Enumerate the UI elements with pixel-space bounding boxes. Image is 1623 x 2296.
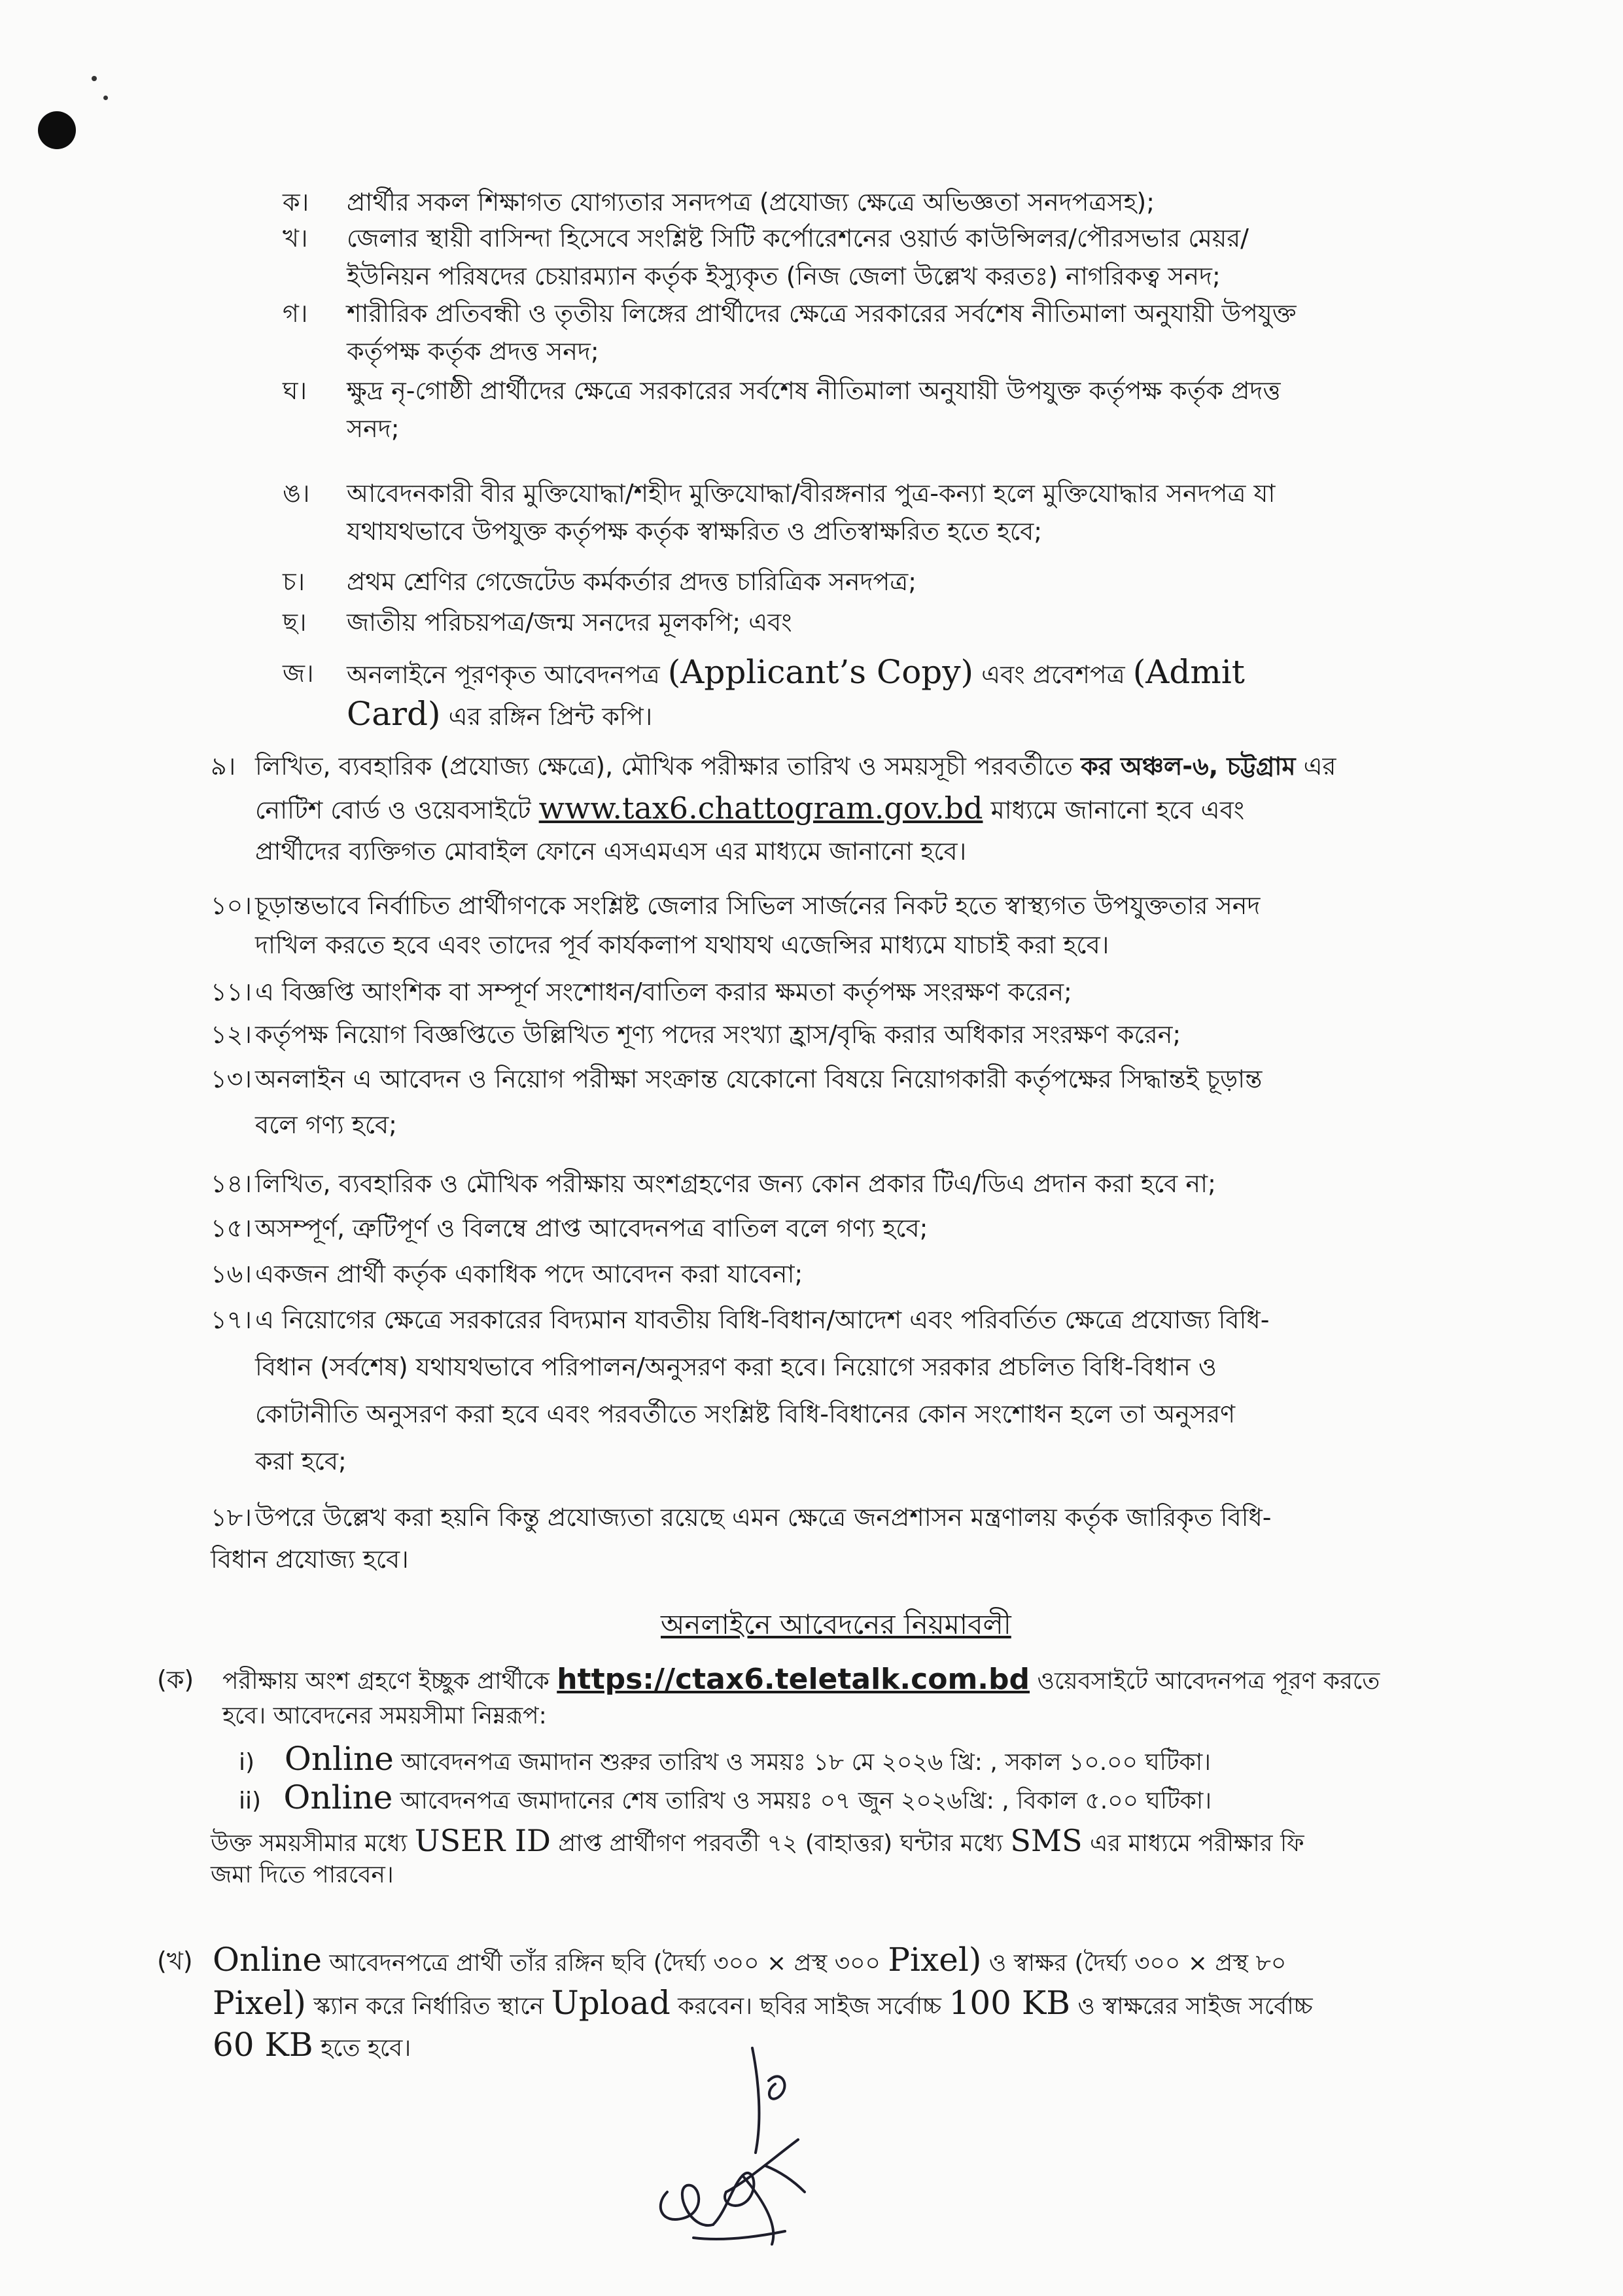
- list-item-ja-line2: Card) এর রঙ্গিন প্রিন্ট কপি।: [347, 695, 653, 733]
- list-item-line: ক্ষুদ্র নৃ-গোষ্ঠী প্রার্থীদের ক্ষেত্রে সরকারের সর্বশেষ নীতিমালা অনুযায়ী উপযুক্ত কর্তৃপক্ষ কর্তৃক প্রদত্ত: [347, 376, 1281, 405]
- list-marker: ১৫।: [211, 1214, 252, 1243]
- list-marker: ১৪।: [211, 1169, 252, 1198]
- list-item-line: সনদ;: [347, 414, 400, 443]
- list-marker: খ।: [283, 224, 308, 253]
- list-item-line: শারীরিক প্রতিবন্ধী ও তৃতীয় লিঙ্গের প্রার্থীদের ক্ষেত্রে সরকারের সর্বশেষ নীতিমালা অনুযায়ী উপযুক্ত: [347, 299, 1297, 328]
- list-marker: চ।: [283, 567, 305, 596]
- online-ka-line6: জমা দিতে পারবেন।: [211, 1862, 394, 1888]
- list-item-line: চূড়ান্তভাবে নির্বাচিত প্রার্থীগণকে সংশ্লিষ্ট জেলার সিভিল সার্জনের নিকট হতে স্বাস্থ্যগত উপযুক্ততার সনদ: [255, 891, 1261, 920]
- online-ka-sub-ii: ii) Online আবেদনপত্র জমাদানের শেষ তারিখ ও সময়ঃ ০৭ জুন ২০২৬খ্রি: , বিকাল ৫.০০ ঘটিকা।: [239, 1778, 1212, 1816]
- list-item-line: করা হবে;: [255, 1447, 347, 1475]
- list-marker: ১৬।: [211, 1260, 252, 1288]
- list-item-line: একজন প্রার্থী কর্তৃক একাধিক পদে আবেদন করা যাবেনা;: [255, 1260, 803, 1288]
- item-9-line1: লিখিত, ব্যবহারিক (প্রযোজ্য ক্ষেত্রে), মৌখিক পরীক্ষার তারিখ ও সময়সূচী পরবর্তীতে কর অঞ্চল-৬, চট্টগ্রাম এর: [255, 752, 1336, 781]
- online-rules-heading: অনলাইনে আবেদনের নিয়মাবলী: [661, 1608, 1011, 1640]
- list-item-line: জাতীয় পরিচয়পত্র/জন্ম সনদের মূলকপি; এবং: [347, 608, 792, 637]
- online-kha-line2: Pixel) স্ক্যান করে নির্ধারিত স্থানে Upload করবেন। ছবির সাইজ সর্বোচ্চ 100 KB ও স্বাক্ষরের সাইজ সর্বোচ্চ: [213, 1984, 1313, 2022]
- list-item-line: অনলাইন এ আবেদন ও নিয়োগ পরীক্ষা সংক্রান্ত যেকোনো বিষয়ে নিয়োগকারী কর্তৃপক্ষের সিদ্ধান্তই চূড়ান্ত: [255, 1065, 1263, 1093]
- online-kha-line1: Online আবেদনপত্রে প্রার্থী তাঁর রঙ্গিন ছবি (দৈর্ঘ্য ৩০০ × প্রস্থ ৩০০ Pixel) ও স্বাক্ষর (দৈর্ঘ্য ৩০০ × প্রস্থ ৮০: [213, 1941, 1287, 1979]
- online-ka-line1: পরীক্ষায় অংশ গ্রহণে ইচ্ছুক প্রার্থীকে https://ctax6.teletalk.com.bd ওয়েবসাইটে আবেদনপত্র পূরণ করতে: [222, 1663, 1380, 1696]
- teletalk-application-link[interactable]: https://ctax6.teletalk.com.bd: [557, 1663, 1030, 1696]
- online-kha-line3: 60 KB হতে হবে।: [213, 2026, 411, 2064]
- list-item-line: উপরে উল্লেখ করা হয়নি কিন্তু প্রযোজ্যতা রয়েছে এমন ক্ষেত্রে জনপ্রশাসন মন্ত্রণালয় কর্তৃক জারিকৃত বিধি-: [255, 1503, 1272, 1532]
- list-item-line: কোটানীতি অনুসরণ করা হবে এবং পরবর্তীতে সংশ্লিষ্ট বিধি-বিধানের কোন সংশোধন হলে তা অনুসরণ: [255, 1400, 1236, 1428]
- list-marker: ১৩।: [211, 1065, 252, 1093]
- item-9-line2: নোটিশ বোর্ড ও ওয়েবসাইটে www.tax6.chattogram.gov.bd মাধ্যমে জানানো হবে এবং: [255, 790, 1245, 826]
- list-marker: ক।: [283, 188, 309, 217]
- list-marker: গ।: [283, 299, 308, 328]
- list-item-line: কর্তৃপক্ষ কর্তৃক প্রদত্ত সনদ;: [347, 337, 599, 366]
- tax6-website-link[interactable]: www.tax6.chattogram.gov.bd: [538, 790, 983, 826]
- list-item-line: দাখিল করতে হবে এবং তাদের পূর্ব কার্যকলাপ যথাযথ এজেন্সির মাধ্যমে যাচাই করা হবে।: [255, 930, 1109, 959]
- list-item-line: বলে গণ্য হবে;: [255, 1110, 397, 1139]
- item-9-line3: প্রার্থীদের ব্যক্তিগত মোবাইল ফোনে এসএমএস এর মাধ্যমে জানানো হবে।: [255, 837, 967, 866]
- list-item-line: লিখিত, ব্যবহারিক ও মৌখিক পরীক্ষায় অংশগ্রহণের জন্য কোন প্রকার টিএ/ডিএ প্রদান করা হবে না;: [255, 1169, 1216, 1198]
- speck-mark: [103, 96, 108, 100]
- list-marker: ১০।: [211, 891, 252, 920]
- speck-mark: [92, 76, 97, 81]
- online-ka-line5: উক্ত সময়সীমার মধ্যে USER ID প্রাপ্ত প্রার্থীগণ পরবর্তী ৭২ (বাহাত্তর) ঘন্টার মধ্যে SMS এর মাধ্যমে পরীক্ষার ফি: [211, 1823, 1304, 1858]
- list-marker: (ক): [157, 1665, 194, 1694]
- list-item-line: আবেদনকারী বীর মুক্তিযোদ্ধা/শহীদ মুক্তিযোদ্ধা/বীরঙ্গনার পুত্র-কন্যা হলে মুক্তিযোদ্ধার সনদপত্র যা: [347, 479, 1276, 508]
- list-item-line: বিধান প্রযোজ্য হবে।: [211, 1545, 409, 1574]
- list-item-line: জেলার স্থায়ী বাসিন্দা হিসেবে সংশ্লিষ্ট সিটি কর্পোরেশনের ওয়ার্ড কাউন্সিলর/পৌরসভার মেয়র/: [347, 224, 1249, 253]
- list-marker: ১৭।: [211, 1305, 252, 1334]
- list-item-line: ইউনিয়ন পরিষদের চেয়ারম্যান কর্তৃক ইস্যুকৃত (নিজ জেলা উল্লেখ করতঃ) নাগরিকত্ব সনদ;: [347, 262, 1221, 291]
- list-item-line: প্রথম শ্রেণির গেজেটেড কর্মকর্তার প্রদত্ত চারিত্রিক সনদপত্র;: [347, 567, 917, 596]
- punch-hole-mark: [38, 111, 76, 149]
- list-marker: ১২।: [211, 1020, 252, 1049]
- list-marker: ১১।: [211, 978, 252, 1006]
- handwritten-signature: [628, 2041, 864, 2257]
- list-marker: ছ।: [283, 608, 307, 637]
- list-item-line: এ নিয়োগের ক্ষেত্রে সরকারের বিদ্যমান যাবতীয় বিধি-বিধান/আদেশ এবং পরিবর্তিত ক্ষেত্রে প্রযোজ্য বিধি-: [255, 1305, 1270, 1334]
- list-item-ja-line1: অনলাইনে পূরণকৃত আবেদনপত্র (Applicant’s Copy) এবং প্রবেশপত্র (Admit: [347, 653, 1245, 691]
- online-ka-line2: হবে। আবেদনের সময়সীমা নিম্নরূপ:: [222, 1703, 547, 1729]
- list-marker: ৯।: [211, 752, 236, 781]
- list-marker: ঙ।: [283, 479, 310, 508]
- list-item-line: প্রার্থীর সকল শিক্ষাগত যোগ্যতার সনদপত্র (প্রযোজ্য ক্ষেত্রে অভিজ্ঞতা সনদপত্রসহ);: [347, 188, 1155, 217]
- list-marker: ১৮।: [211, 1503, 252, 1532]
- list-marker: ঘ।: [283, 376, 307, 405]
- list-item-line: যথাযথভাবে উপযুক্ত কর্তৃপক্ষ কর্তৃক স্বাক্ষরিত ও প্রতিস্বাক্ষরিত হতে হবে;: [347, 517, 1043, 546]
- list-item-line: কর্তৃপক্ষ নিয়োগ বিজ্ঞপ্তিতে উল্লিখিত শূণ্য পদের সংখ্যা হ্রাস/বৃদ্ধি করার অধিকার সংরক্ষণ করেন;: [255, 1020, 1181, 1049]
- online-ka-sub-i: i) Online আবেদনপত্র জমাদান শুরুর তারিখ ও সময়ঃ ১৮ মে ২০২৬ খ্রি: , সকাল ১০.০০ ঘটিকা।: [239, 1740, 1212, 1778]
- list-marker: (খ): [157, 1947, 193, 1975]
- list-item-line: বিধান (সর্বশেষ) যথাযথভাবে পরিপালন/অনুসরণ করা হবে। নিয়োগে সরকার প্রচলিত বিধি-বিধান ও: [255, 1352, 1217, 1381]
- list-item-line: এ বিজ্ঞপ্তি আংশিক বা সম্পূর্ণ সংশোধন/বাতিল করার ক্ষমতা কর্তৃপক্ষ সংরক্ষণ করেন;: [255, 978, 1072, 1006]
- list-item-line: অসম্পূর্ণ, ত্রুটিপূর্ণ ও বিলম্বে প্রাপ্ত আবেদনপত্র বাতিল বলে গণ্য হবে;: [255, 1214, 928, 1243]
- list-marker: জ।: [283, 659, 314, 688]
